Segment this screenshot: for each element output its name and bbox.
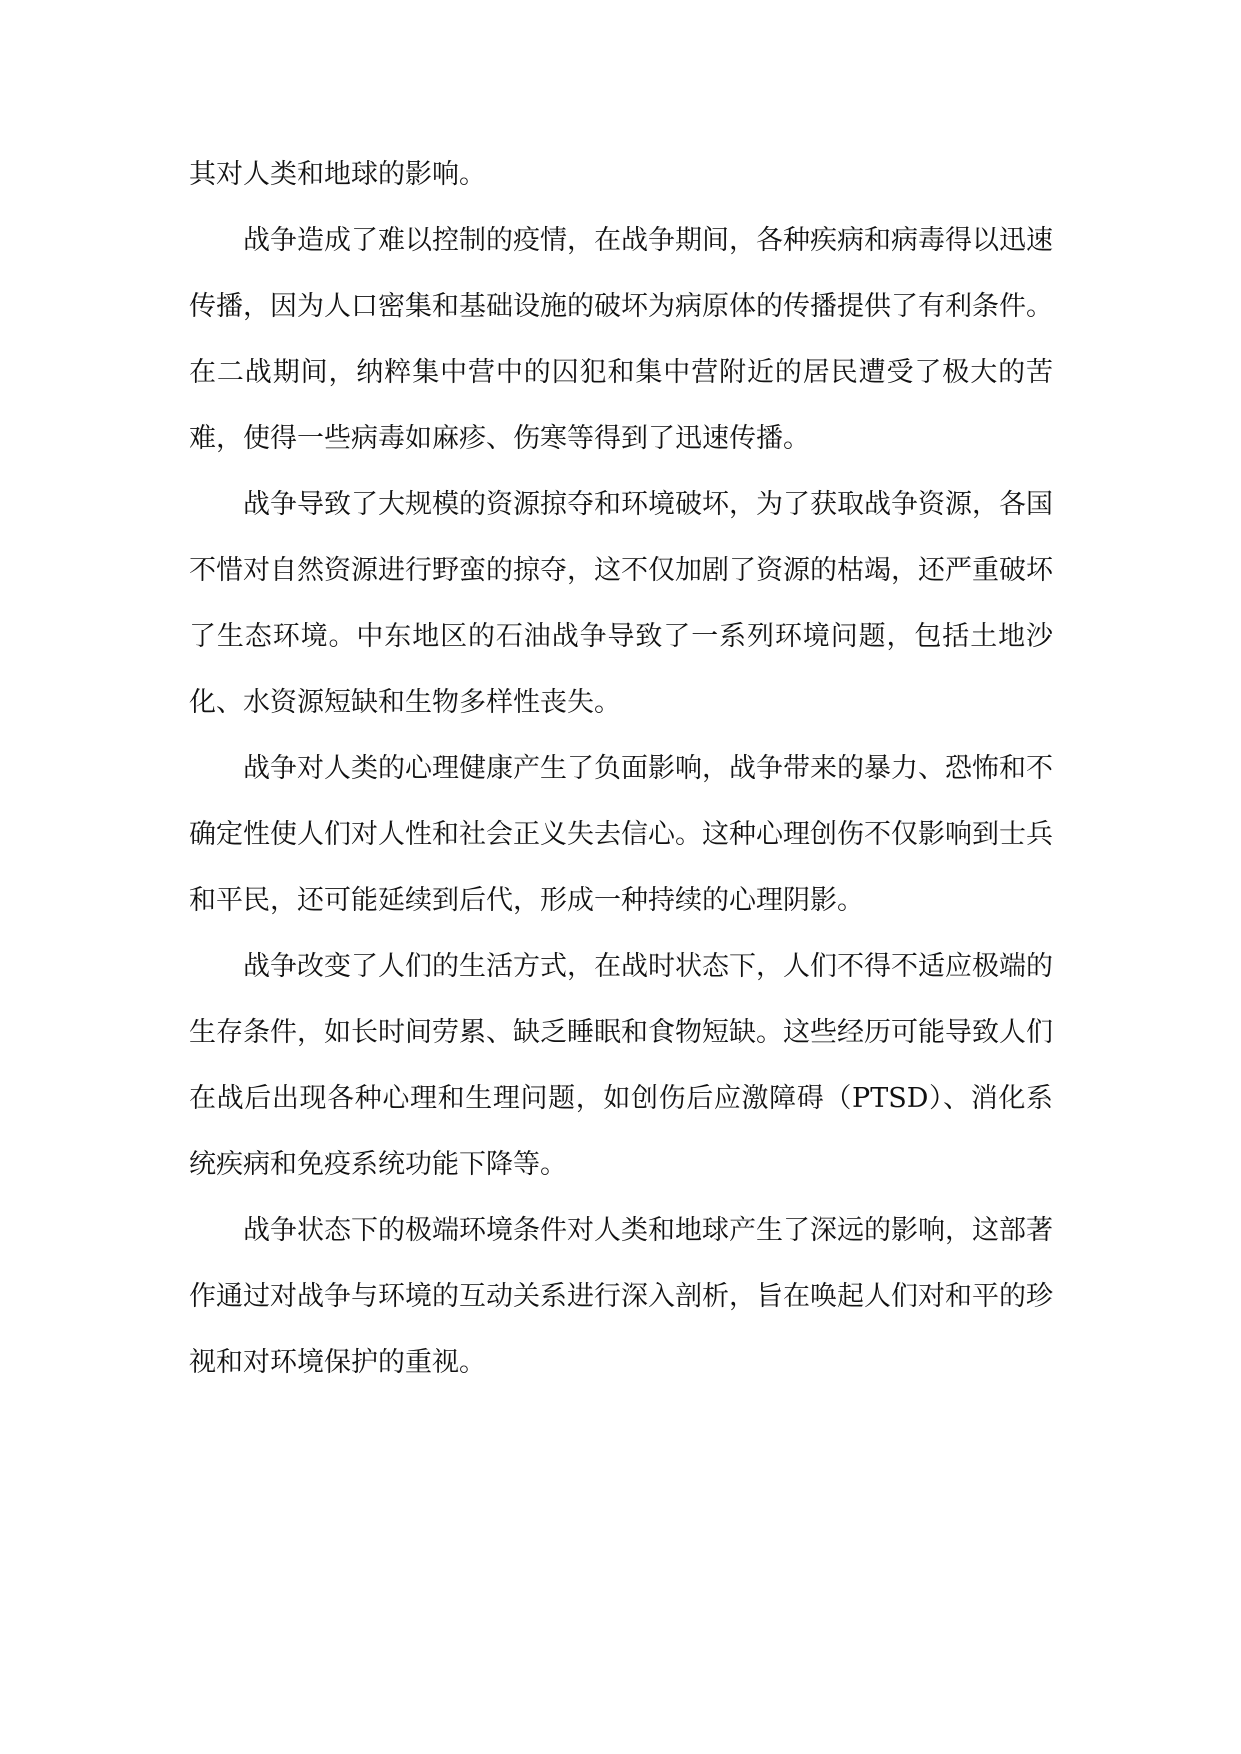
- paragraph-conclusion: 战争状态下的极端环境条件对人类和地球产生了深远的影响，这部著作通过对战争与环境的互动关系进行深入剖析，旨在唤起人们对和平的珍视和对环境保护的重视。: [189, 1215, 1053, 1378]
- paragraph-resources: 战争导致了大规模的资源掠夺和环境破坏，为了获取战争资源，各国不惜对自然资源进行野蛮的掠夺，这不仅加剧了资源的枯竭，还严重破坏了生态环境。中东地区的石油战争导致了一系列环境问题，包括土地沙化、水资源短缺和生物多样性丧失。: [189, 489, 1053, 718]
- document-body: [189, 142, 1053, 1396]
- paragraph-epidemics: 战争造成了难以控制的疫情，在战争期间，各种疾病和病毒得以迅速传播，因为人口密集和基础设施的破坏为病原体的传播提供了有利条件。在二战期间，纳粹集中营中的囚犯和集中营附近的居民遭受了极大的苦难，使得一些病毒如麻疹、伤寒等得到了迅速传播。: [189, 225, 1053, 454]
- paragraph-lifestyle: 战争改变了人们的生活方式，在战时状态下，人们不得不适应极端的生存条件，如长时间劳累、缺乏睡眠和食物短缺。这些经历可能导致人们在战后出现各种心理和生理问题，如创伤后应激障碍（PTSD）、消化系统疾病和免疫系统功能下降等。: [189, 951, 1053, 1180]
- paragraph-continued: 其对人类和地球的影响。: [189, 159, 486, 190]
- paragraph-mental-health: 战争对人类的心理健康产生了负面影响，战争带来的暴力、恐怖和不确定性使人们对人性和社会正义失去信心。这种心理创伤不仅影响到士兵和平民，还可能延续到后代，形成一种持续的心理阴影。: [189, 753, 1053, 916]
